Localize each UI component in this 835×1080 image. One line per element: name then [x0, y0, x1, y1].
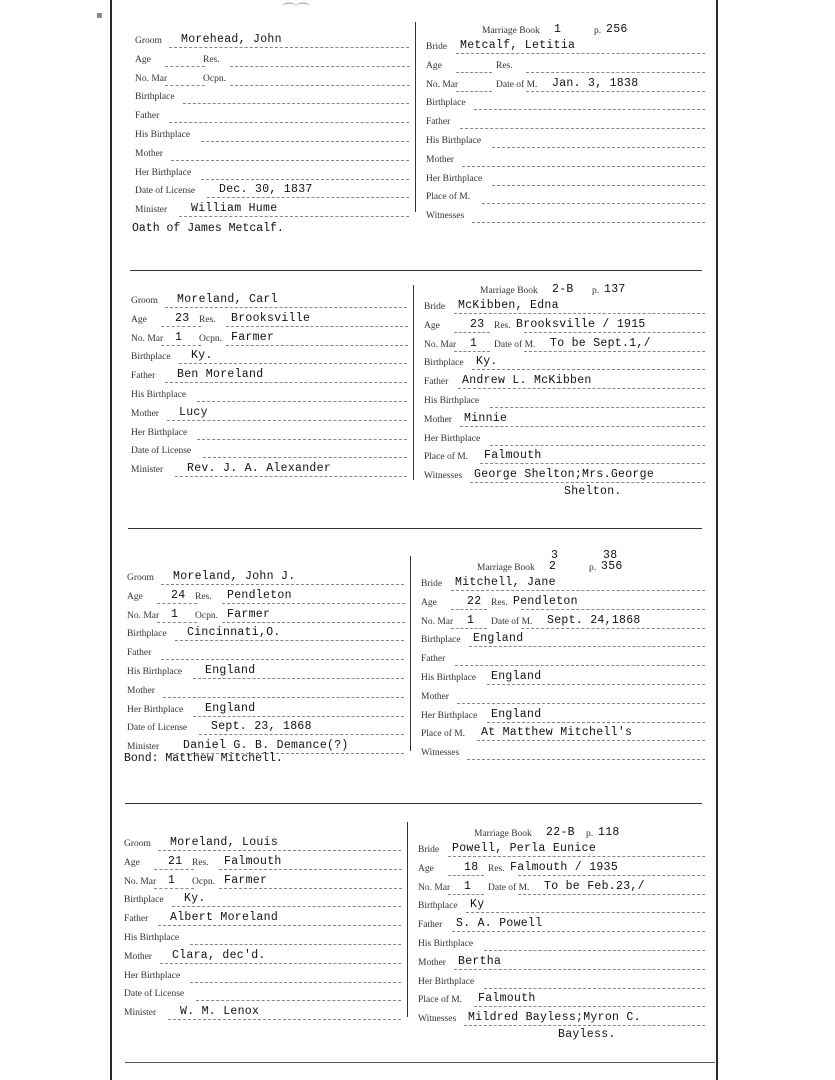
fill-line — [183, 103, 409, 104]
fill-line — [518, 894, 705, 895]
label-groom: Groom — [124, 839, 151, 849]
value-res: Pendleton — [513, 594, 578, 608]
fill-line — [460, 426, 705, 427]
fill-line — [154, 888, 194, 889]
label-res: Res. — [195, 591, 212, 602]
page-left-border — [110, 0, 112, 1080]
label-date-of-m: Date of M. — [494, 339, 536, 350]
value-groom: Moreland, John J. — [173, 570, 296, 583]
label-minister: Minister — [124, 1008, 157, 1019]
value-birthplace: Ky. — [184, 892, 206, 906]
label-marriage-book: Marriage Book — [482, 26, 540, 36]
fill-line — [172, 906, 401, 907]
value-res: Falmouth — [224, 854, 282, 868]
value-father: S. A. Powell — [456, 917, 543, 931]
value-father: Albert Moreland — [170, 911, 279, 925]
label-no-mar: No. Mar — [127, 610, 160, 621]
fill-line — [448, 894, 484, 895]
label-p: p. — [592, 286, 600, 296]
fill-line — [160, 963, 401, 964]
label-his-birthplace: His Birthplace — [135, 130, 191, 140]
label-his-birthplace: His Birthplace — [131, 390, 187, 400]
label-res: Res. — [488, 863, 505, 874]
fill-line — [451, 590, 705, 591]
record-note: Oath of James Metcalf. — [132, 222, 284, 235]
label-father: Father — [418, 920, 443, 931]
label-mother: Mother — [127, 685, 155, 696]
fill-line — [467, 759, 705, 760]
value-her-birthplace: England — [491, 707, 542, 721]
fill-line — [199, 734, 404, 735]
label-age: Age — [135, 54, 151, 65]
label-marriage-book: Marriage Book — [474, 829, 532, 839]
fill-line — [484, 988, 705, 989]
label-birthplace: Birthplace — [124, 895, 164, 906]
fill-line — [219, 888, 402, 889]
record-separator — [128, 528, 702, 529]
label-groom: Groom — [135, 36, 162, 46]
fill-line — [190, 982, 401, 983]
label-place-of-m: Place of M. — [424, 452, 469, 463]
label-p: p. — [589, 563, 597, 573]
value-birthplace: Ky. — [191, 349, 213, 363]
value-birthplace: Ky — [470, 898, 485, 912]
label-his-birthplace: His Birthplace — [424, 396, 480, 406]
fill-line — [222, 603, 405, 604]
fill-line — [526, 91, 705, 92]
fill-line — [454, 351, 490, 352]
value-no-mar: 1 — [171, 607, 179, 621]
label-date-of-m: Date of M. — [491, 616, 533, 627]
fill-line — [470, 482, 705, 483]
value-no-mar: 1 — [168, 873, 176, 887]
label-father: Father — [424, 377, 449, 388]
fill-line — [201, 141, 409, 142]
value-bride: McKibben, Edna — [458, 299, 559, 312]
label-age: Age — [127, 591, 143, 602]
value-page: 137 — [604, 283, 626, 296]
value-minister: Daniel G. B. Demance(?) — [183, 739, 349, 753]
value-witnesses: Mildred Bayless;Myron C. — [468, 1011, 641, 1025]
fill-line — [171, 160, 409, 161]
fill-line — [472, 222, 705, 223]
column-divider — [413, 285, 414, 480]
value-bride: Metcalf, Letitia — [460, 39, 576, 52]
value-res: Brooksville / 1915 — [516, 317, 646, 331]
column-divider — [410, 556, 411, 751]
label-her-birthplace: Her Birthplace — [418, 976, 475, 987]
fill-line — [161, 659, 404, 660]
fill-line — [230, 66, 410, 67]
fill-line — [451, 609, 487, 610]
record-separator — [130, 270, 702, 271]
value-book: 22-B — [546, 826, 575, 839]
value-place-of-m: At Matthew Mitchell's — [481, 726, 633, 740]
fill-line — [454, 332, 490, 333]
label-no-mar: No. Mar — [426, 79, 459, 90]
label-birthplace: Birthplace — [418, 901, 458, 912]
label-res: Res. — [192, 857, 209, 868]
label-minister: Minister — [127, 742, 160, 753]
page-right-border — [716, 0, 718, 1080]
label-his-birthplace: His Birthplace — [127, 667, 183, 677]
fill-line — [477, 740, 705, 741]
value-groom: Moreland, Carl — [177, 293, 278, 306]
value-his-birthplace: England — [205, 664, 256, 677]
value-birthplace: Ky. — [476, 355, 498, 369]
value-res: Pendleton — [227, 588, 292, 602]
label-her-birthplace: Her Birthplace — [127, 704, 184, 715]
value-page-correction: 38 — [603, 549, 618, 562]
label-witnesses: Witnesses — [424, 471, 463, 482]
label-bride: Bride — [426, 42, 448, 52]
fill-line — [456, 53, 705, 54]
value-age: 23 — [470, 317, 485, 331]
label-ocpn: Ocpn. — [203, 73, 226, 84]
fill-line — [526, 72, 705, 73]
label-no-mar: No. Mar — [135, 73, 168, 84]
label-father: Father — [131, 371, 156, 382]
label-no-mar: No. Mar — [418, 882, 451, 893]
column-divider — [407, 822, 408, 1017]
fill-line — [179, 363, 407, 364]
label-minister: Minister — [135, 205, 168, 216]
fill-line — [190, 944, 401, 945]
fill-line — [168, 1019, 401, 1020]
fill-line — [161, 326, 201, 327]
value-res: Falmouth / 1935 — [510, 860, 619, 874]
fill-line — [165, 382, 407, 383]
label-mother: Mother — [131, 408, 159, 419]
label-place-of-m: Place of M. — [426, 192, 471, 203]
label-his-birthplace: His Birthplace — [426, 136, 482, 146]
label-bride: Bride — [421, 579, 443, 589]
fill-line — [158, 850, 401, 851]
value-bride: Powell, Perla Eunice — [452, 842, 597, 855]
fill-line — [524, 332, 705, 333]
value-book: 1 — [554, 23, 562, 36]
label-ocpn: Ocpn. — [199, 333, 222, 344]
value-place-of-m: Falmouth — [484, 449, 542, 463]
label-her-birthplace: Her Birthplace — [135, 167, 192, 178]
label-age: Age — [131, 314, 147, 325]
value-father: Ben Moreland — [177, 368, 264, 382]
fill-line — [460, 128, 705, 129]
fill-line — [492, 185, 705, 186]
label-place-of-m: Place of M. — [418, 995, 463, 1006]
label-date-of-license: Date of License — [131, 446, 192, 457]
label-witnesses: Witnesses — [418, 1014, 457, 1025]
label-father: Father — [124, 914, 149, 925]
label-father: Father — [426, 117, 451, 128]
label-marriage-book: Marriage Book — [480, 286, 538, 296]
fill-line — [196, 1000, 401, 1001]
value-ocpn: Farmer — [231, 330, 275, 344]
label-res: Res. — [494, 320, 511, 331]
label-no-mar: No. Mar — [421, 616, 454, 627]
fill-line — [451, 628, 487, 629]
fill-line — [203, 457, 407, 458]
label-father: Father — [127, 648, 152, 659]
label-res: Res. — [491, 597, 508, 608]
label-birthplace: Birthplace — [135, 92, 175, 103]
fill-line — [524, 351, 705, 352]
fill-line — [448, 875, 484, 876]
value-no-mar: 1 — [467, 613, 475, 627]
fill-line — [464, 1025, 705, 1026]
label-birthplace: Birthplace — [127, 629, 167, 640]
margin-mark: ▪ — [96, 10, 103, 21]
value-age: 22 — [467, 594, 482, 608]
fill-line — [169, 122, 409, 123]
value-groom: Morehead, John — [181, 33, 282, 46]
label-groom: Groom — [131, 296, 158, 306]
label-birthplace: Birthplace — [421, 635, 461, 646]
value-page: 256 — [606, 23, 628, 36]
label-mother: Mother — [426, 154, 454, 165]
fill-line — [167, 420, 407, 421]
value-minister: W. M. Lenox — [180, 1005, 260, 1019]
value-mother: Clara, dec'd. — [172, 948, 266, 962]
value-witnesses-continued: Bayless. — [558, 1028, 616, 1041]
fill-line — [193, 716, 404, 717]
label-her-birthplace: Her Birthplace — [421, 710, 478, 721]
fill-line — [154, 869, 194, 870]
value-no-mar: 1 — [464, 879, 472, 893]
fill-line — [482, 203, 705, 204]
fill-line — [484, 950, 705, 951]
fill-line — [157, 622, 197, 623]
label-birthplace: Birthplace — [424, 358, 464, 369]
fill-line — [518, 875, 705, 876]
label-birthplace: Birthplace — [131, 352, 171, 363]
label-groom: Groom — [127, 573, 154, 583]
value-birthplace: Cincinnati,O. — [187, 626, 281, 640]
label-p: p. — [594, 26, 602, 36]
record-note: Bond: Matthew Mitchell. — [124, 752, 283, 765]
label-ocpn: Ocpn. — [192, 876, 215, 887]
fill-line — [169, 47, 409, 48]
label-witnesses: Witnesses — [421, 748, 460, 759]
value-minister: William Hume — [191, 202, 278, 216]
fill-line — [175, 476, 407, 477]
fill-line — [456, 72, 492, 73]
value-father: Andrew L. McKibben — [462, 374, 592, 388]
fill-line — [163, 697, 404, 698]
value-mother: Bertha — [458, 954, 502, 968]
value-groom: Moreland, Louis — [170, 836, 279, 849]
fill-line — [448, 856, 705, 857]
label-age: Age — [418, 863, 434, 874]
fill-line — [165, 66, 205, 67]
fill-line — [222, 622, 405, 623]
value-res: Brooksville — [231, 311, 311, 325]
label-age: Age — [424, 320, 440, 331]
label-father: Father — [421, 654, 446, 665]
fill-line — [158, 925, 401, 926]
label-father: Father — [135, 111, 160, 122]
label-mother: Mother — [124, 951, 152, 962]
record-separator — [125, 803, 702, 804]
value-bride: Mitchell, Jane — [455, 576, 556, 589]
value-book: 2-B — [552, 283, 574, 296]
label-no-mar: No. Mar — [424, 339, 457, 350]
fill-line — [230, 85, 410, 86]
fill-line — [454, 969, 705, 970]
value-date-of-m: Sept. 24,1868 — [547, 613, 641, 627]
value-his-birthplace: England — [491, 670, 542, 683]
fill-line — [487, 684, 705, 685]
label-his-birthplace: His Birthplace — [124, 933, 180, 943]
fill-line — [452, 931, 705, 932]
fill-line — [474, 109, 705, 110]
fill-line — [161, 584, 404, 585]
label-her-birthplace: Her Birthplace — [426, 173, 483, 184]
fill-line — [469, 646, 705, 647]
fill-line — [490, 445, 705, 446]
fill-line — [197, 439, 407, 440]
fill-line — [454, 313, 705, 314]
label-marriage-book: Marriage Book — [477, 563, 535, 573]
label-his-birthplace: His Birthplace — [418, 939, 474, 949]
fill-line — [165, 307, 407, 308]
label-no-mar: No. Mar — [131, 333, 164, 344]
label-mother: Mother — [135, 148, 163, 159]
value-age: 18 — [464, 860, 479, 874]
label-her-birthplace: Her Birthplace — [124, 970, 181, 981]
fill-line — [207, 197, 409, 198]
label-date-of-license: Date of License — [135, 186, 196, 197]
value-minister: Rev. J. A. Alexander — [187, 462, 332, 476]
label-mother: Mother — [418, 957, 446, 968]
label-age: Age — [421, 597, 437, 608]
value-place-of-m: Falmouth — [478, 992, 536, 1006]
value-book: 2 — [549, 560, 557, 573]
fill-line — [179, 216, 409, 217]
value-book-correction: 3 — [551, 549, 559, 562]
fill-line — [157, 603, 197, 604]
value-witnesses: George Shelton;Mrs.George — [474, 468, 655, 482]
label-res: Res. — [496, 60, 513, 71]
value-page: 118 — [598, 826, 620, 839]
label-res: Res. — [199, 314, 216, 325]
label-date-of-m: Date of M. — [488, 882, 530, 893]
fill-line — [521, 609, 705, 610]
value-date-of-m: To be Feb.23,/ — [544, 879, 645, 893]
value-no-mar: 1 — [175, 330, 183, 344]
fill-line — [455, 665, 705, 666]
top-scribble: ⌒⌒ — [282, 3, 310, 19]
label-his-birthplace: His Birthplace — [421, 673, 477, 683]
fill-line — [492, 147, 705, 148]
value-ocpn: Farmer — [227, 607, 271, 621]
fill-line — [480, 463, 705, 464]
fill-line — [474, 1006, 705, 1007]
label-her-birthplace: Her Birthplace — [131, 427, 188, 438]
label-bride: Bride — [418, 845, 440, 855]
fill-line — [219, 869, 402, 870]
label-date-of-m: Date of M. — [496, 79, 538, 90]
label-minister: Minister — [131, 465, 164, 476]
value-witnesses-continued: Shelton. — [564, 485, 622, 498]
fill-line — [456, 91, 492, 92]
fill-line — [165, 85, 205, 86]
value-her-birthplace: England — [205, 701, 256, 715]
fill-line — [472, 369, 705, 370]
fill-line — [226, 345, 408, 346]
fill-line — [226, 326, 408, 327]
fill-line — [458, 388, 705, 389]
value-date-of-license: Sept. 23, 1868 — [211, 720, 312, 734]
label-ocpn: Ocpn. — [195, 610, 218, 621]
value-age: 23 — [175, 311, 190, 325]
label-mother: Mother — [424, 414, 452, 425]
fill-line — [462, 166, 705, 167]
column-divider — [415, 22, 416, 212]
label-place-of-m: Place of M. — [421, 729, 466, 740]
page-bottom-rule — [125, 1062, 715, 1063]
fill-line — [197, 401, 407, 402]
label-res: Res. — [203, 54, 220, 65]
value-mother: Lucy — [179, 405, 208, 419]
label-mother: Mother — [421, 691, 449, 702]
label-no-mar: No. Mar — [124, 876, 157, 887]
value-mother: Minnie — [464, 411, 508, 425]
fill-line — [490, 407, 705, 408]
fill-line — [466, 912, 705, 913]
value-ocpn: Farmer — [224, 873, 268, 887]
value-page: 356 — [601, 560, 623, 573]
fill-line — [521, 628, 705, 629]
value-age: 24 — [171, 588, 186, 602]
label-age: Age — [124, 857, 140, 868]
value-no-mar: 1 — [470, 336, 478, 350]
label-birthplace: Birthplace — [426, 98, 466, 109]
value-date-of-m: Jan. 3, 1838 — [552, 76, 639, 90]
label-her-birthplace: Her Birthplace — [424, 433, 481, 444]
label-age: Age — [426, 60, 442, 71]
value-age: 21 — [168, 854, 183, 868]
label-bride: Bride — [424, 302, 446, 312]
fill-line — [201, 179, 409, 180]
fill-line — [175, 640, 404, 641]
fill-line — [193, 678, 404, 679]
label-date-of-license: Date of License — [124, 989, 185, 1000]
value-birthplace: England — [473, 632, 524, 646]
fill-line — [161, 345, 201, 346]
fill-line — [487, 722, 705, 723]
fill-line — [457, 703, 705, 704]
label-witnesses: Witnesses — [426, 211, 465, 222]
label-p: p. — [586, 829, 594, 839]
label-date-of-license: Date of License — [127, 723, 188, 734]
value-date-of-license: Dec. 30, 1837 — [219, 183, 313, 197]
value-date-of-m: To be Sept.1,/ — [550, 336, 651, 350]
